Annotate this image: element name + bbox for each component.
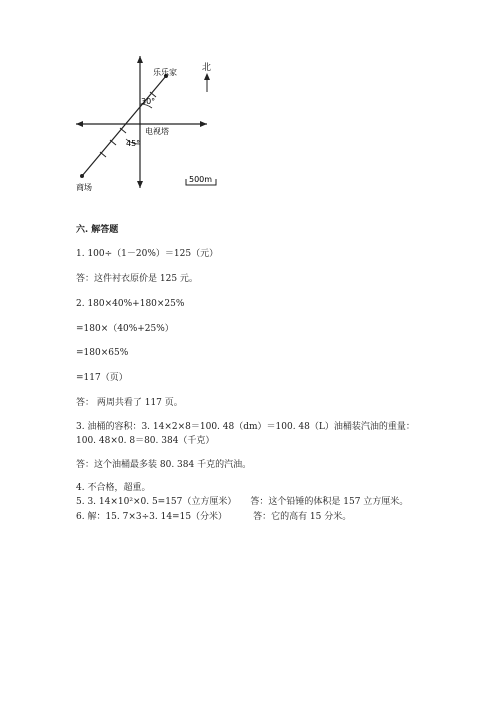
q6-answer: 答：它的高有 15 分米。	[253, 512, 352, 522]
q4-answer: 4. 不合格，超重。	[76, 483, 151, 493]
q6-calculation: 6. 解：15. 7×3÷3. 14=15（分米）	[76, 512, 228, 522]
q1-calculation: 1. 100÷（1－20%）＝125（元）	[76, 249, 219, 259]
q5-row	[76, 496, 408, 508]
q3-line-1: 3. 油桶的容积：3. 14×2×8＝100. 48（dm）＝100. 48（L）油桶装汽油的重量：	[76, 422, 415, 432]
q3-answer: 答：这个油桶最多装 80. 384 千克的汽油。	[76, 460, 252, 470]
home-label: 乐乐家	[153, 68, 177, 77]
q2-line-2: =180×（40%+25%）	[76, 324, 174, 334]
q5-answer: 答：这个铅锤的体积是 157 立方厘米。	[250, 497, 409, 507]
route-line	[82, 76, 166, 176]
section-title: 六. 解答题	[76, 225, 119, 235]
q2-answer: 答： 两周共看了 117 页。	[76, 398, 183, 408]
west-arrowhead	[76, 121, 83, 127]
mall-label: 商场	[76, 183, 92, 192]
q6-row	[76, 511, 351, 523]
north-arrowhead	[137, 56, 143, 63]
q1-answer: 答：这件衬衣原价是 125 元。	[76, 274, 198, 284]
east-arrowhead	[200, 121, 207, 127]
angle-label-bottom: 45°	[126, 139, 141, 148]
q2-line-1: 2. 180×40%+180×25%	[76, 299, 185, 309]
route-tick	[100, 152, 106, 157]
south-arrowhead	[137, 181, 143, 188]
q5-calculation: 5. 3. 14×10²×0. 5=157（立方厘米）	[76, 497, 237, 507]
tv-tower-label: 电视塔	[145, 127, 169, 136]
q3-line-2: 100. 48×0. 8＝80. 384（千克）	[76, 436, 215, 446]
north-arrow-head	[204, 73, 210, 80]
north-label: 北	[202, 63, 212, 73]
mall-point	[80, 174, 84, 178]
angle-label-top: 30°	[141, 97, 156, 106]
q2-line-4: =117（页）	[76, 373, 128, 383]
scale-label: 500m	[189, 175, 213, 184]
direction-diagram	[0, 0, 500, 200]
q2-line-3: =180×65%	[76, 348, 129, 358]
